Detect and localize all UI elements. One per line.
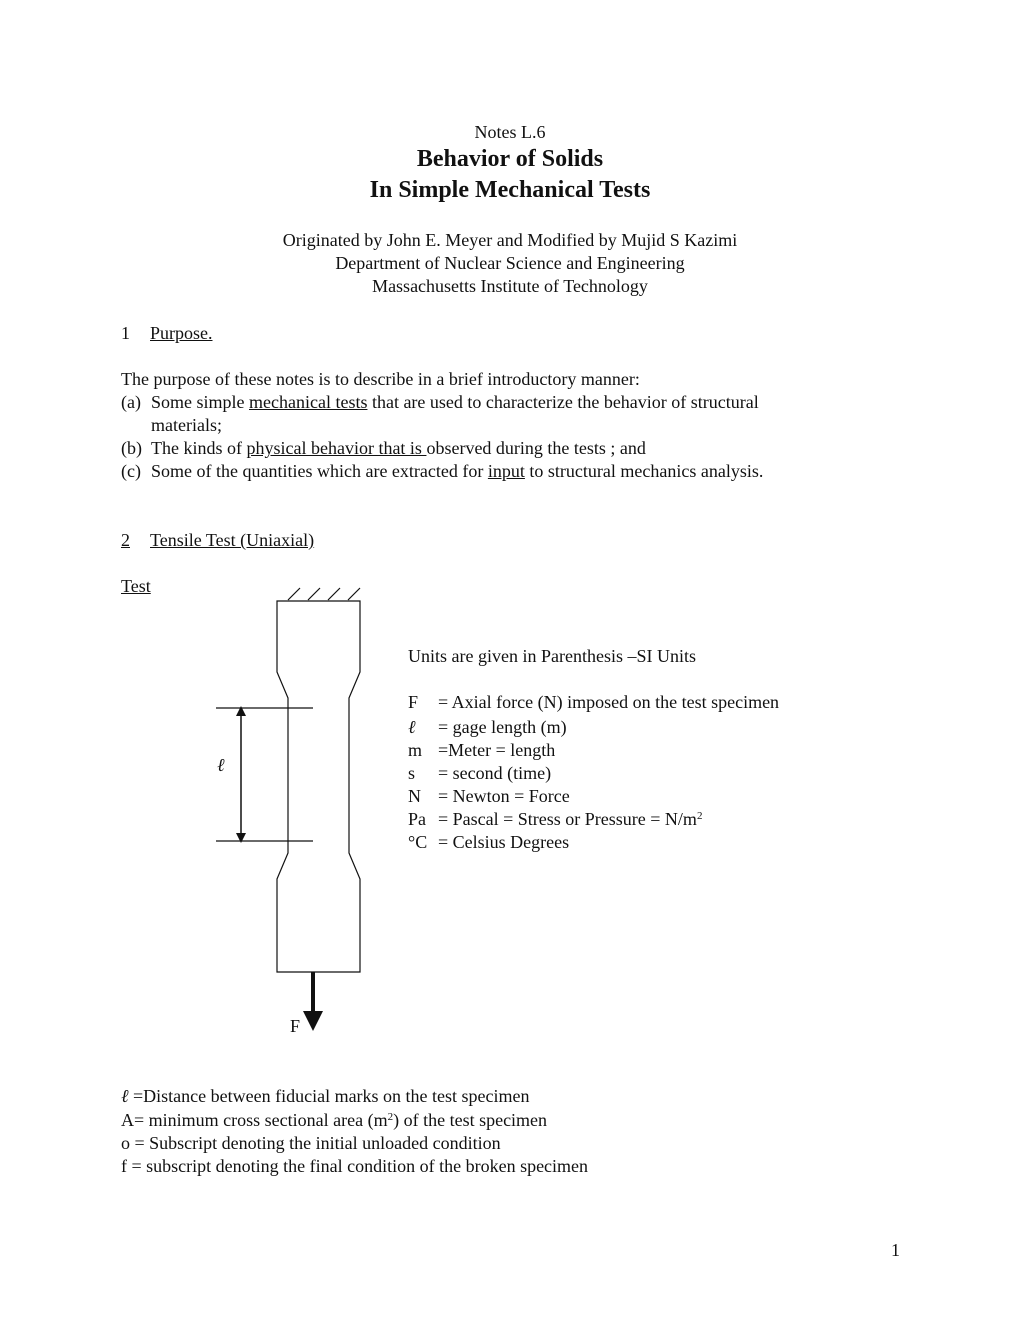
- unit-definition: = Newton = Force: [438, 786, 570, 806]
- test-subheading: Test: [121, 576, 151, 596]
- document-title-line1: Behavior of Solids: [416, 146, 604, 172]
- unit-symbol: Pa: [408, 809, 426, 829]
- unit-definition: = Celsius Degrees: [438, 832, 570, 852]
- mechanical-tests-link[interactable]: mechanical tests: [249, 392, 368, 412]
- list-item-b: (b) The kinds of physical behavior that is observed during the tests ; and: [121, 438, 646, 458]
- units-row: [408, 785, 570, 807]
- input-link[interactable]: input: [487, 461, 525, 481]
- unit-definition: =Meter = length: [438, 740, 556, 760]
- section2-number: 2: [121, 530, 130, 550]
- unit-symbol: °C: [408, 832, 428, 852]
- axial-force-arrowhead: [303, 1011, 323, 1031]
- definition-area: A= minimum cross sectional area $(m^2)$ of the test specimen: [121, 1110, 548, 1130]
- gage-length-label: ℓ: [217, 755, 225, 775]
- units-row: [408, 762, 551, 784]
- section1-title: Purpose.: [150, 323, 213, 343]
- unit-definition: = Axial force (N) imposed on the test specimen: [438, 692, 780, 712]
- definition-final-subscript: f = subscript denoting the final condition of the broken specimen: [121, 1156, 589, 1176]
- physical-behavior-link[interactable]: physical behavior that is: [246, 438, 427, 458]
- institute-line: Massachusetts Institute of Technology: [372, 276, 648, 296]
- unit-symbol: N: [408, 786, 421, 806]
- list-item-a: (a) Some simple mechanical tests that are used to characterize the behavior of structural: [121, 392, 759, 412]
- unit-symbol: F: [408, 692, 419, 712]
- unit-exponent: 2: [696, 810, 703, 822]
- unit-symbol: m: [408, 740, 423, 760]
- unit-symbol: ℓ: [408, 717, 416, 737]
- document-title-line2: In Simple Mechanical Tests: [369, 177, 651, 203]
- list-item-c: (c) Some of the quantities which are extracted for input to structural mechanics analysis.: [121, 461, 764, 481]
- units-row: [408, 716, 567, 738]
- notes-label: Notes L.6: [474, 122, 546, 142]
- section1-number: 1: [121, 323, 130, 343]
- department-line: Department of Nuclear Science and Engineering: [335, 253, 685, 273]
- definition-initial-subscript: o = Subscript denoting the initial unloaded condition: [121, 1133, 501, 1153]
- list-marker: (a): [121, 392, 141, 412]
- specimen-outline: [277, 601, 360, 972]
- author-line: Originated by John E. Meyer and Modified by Mujid S Kazimi: [282, 230, 738, 250]
- unit-definition: = Pascal = Stress or Pressure = N/m: [438, 809, 697, 829]
- unit-definition: = gage length (m): [438, 717, 567, 737]
- units-heading: Units are given in Parenthesis –SI Units: [408, 646, 696, 666]
- units-row: [408, 831, 569, 853]
- units-row: [408, 739, 555, 761]
- unit-definition: = second (time): [438, 763, 552, 783]
- section1-intro: The purpose of these notes is to describe in a brief introductory manner:: [121, 369, 640, 389]
- units-row: [408, 691, 779, 713]
- fixed-support-hatch: [288, 588, 360, 600]
- unit-symbol: s: [408, 763, 416, 783]
- area-exponent: 2: [387, 1111, 394, 1123]
- list-marker: (b): [121, 438, 142, 458]
- page-number: 1: [891, 1240, 900, 1260]
- definition-gage-length: ℓ =Distance between fiducial marks on the test specimen: [121, 1086, 530, 1106]
- list-item-a-continuation: materials;: [151, 415, 222, 435]
- units-row: [408, 808, 702, 830]
- force-label: F: [290, 1016, 301, 1036]
- list-marker: (c): [121, 461, 141, 481]
- gage-symbol: ℓ: [121, 1086, 129, 1106]
- section2-title: Tensile Test (Uniaxial): [150, 530, 315, 550]
